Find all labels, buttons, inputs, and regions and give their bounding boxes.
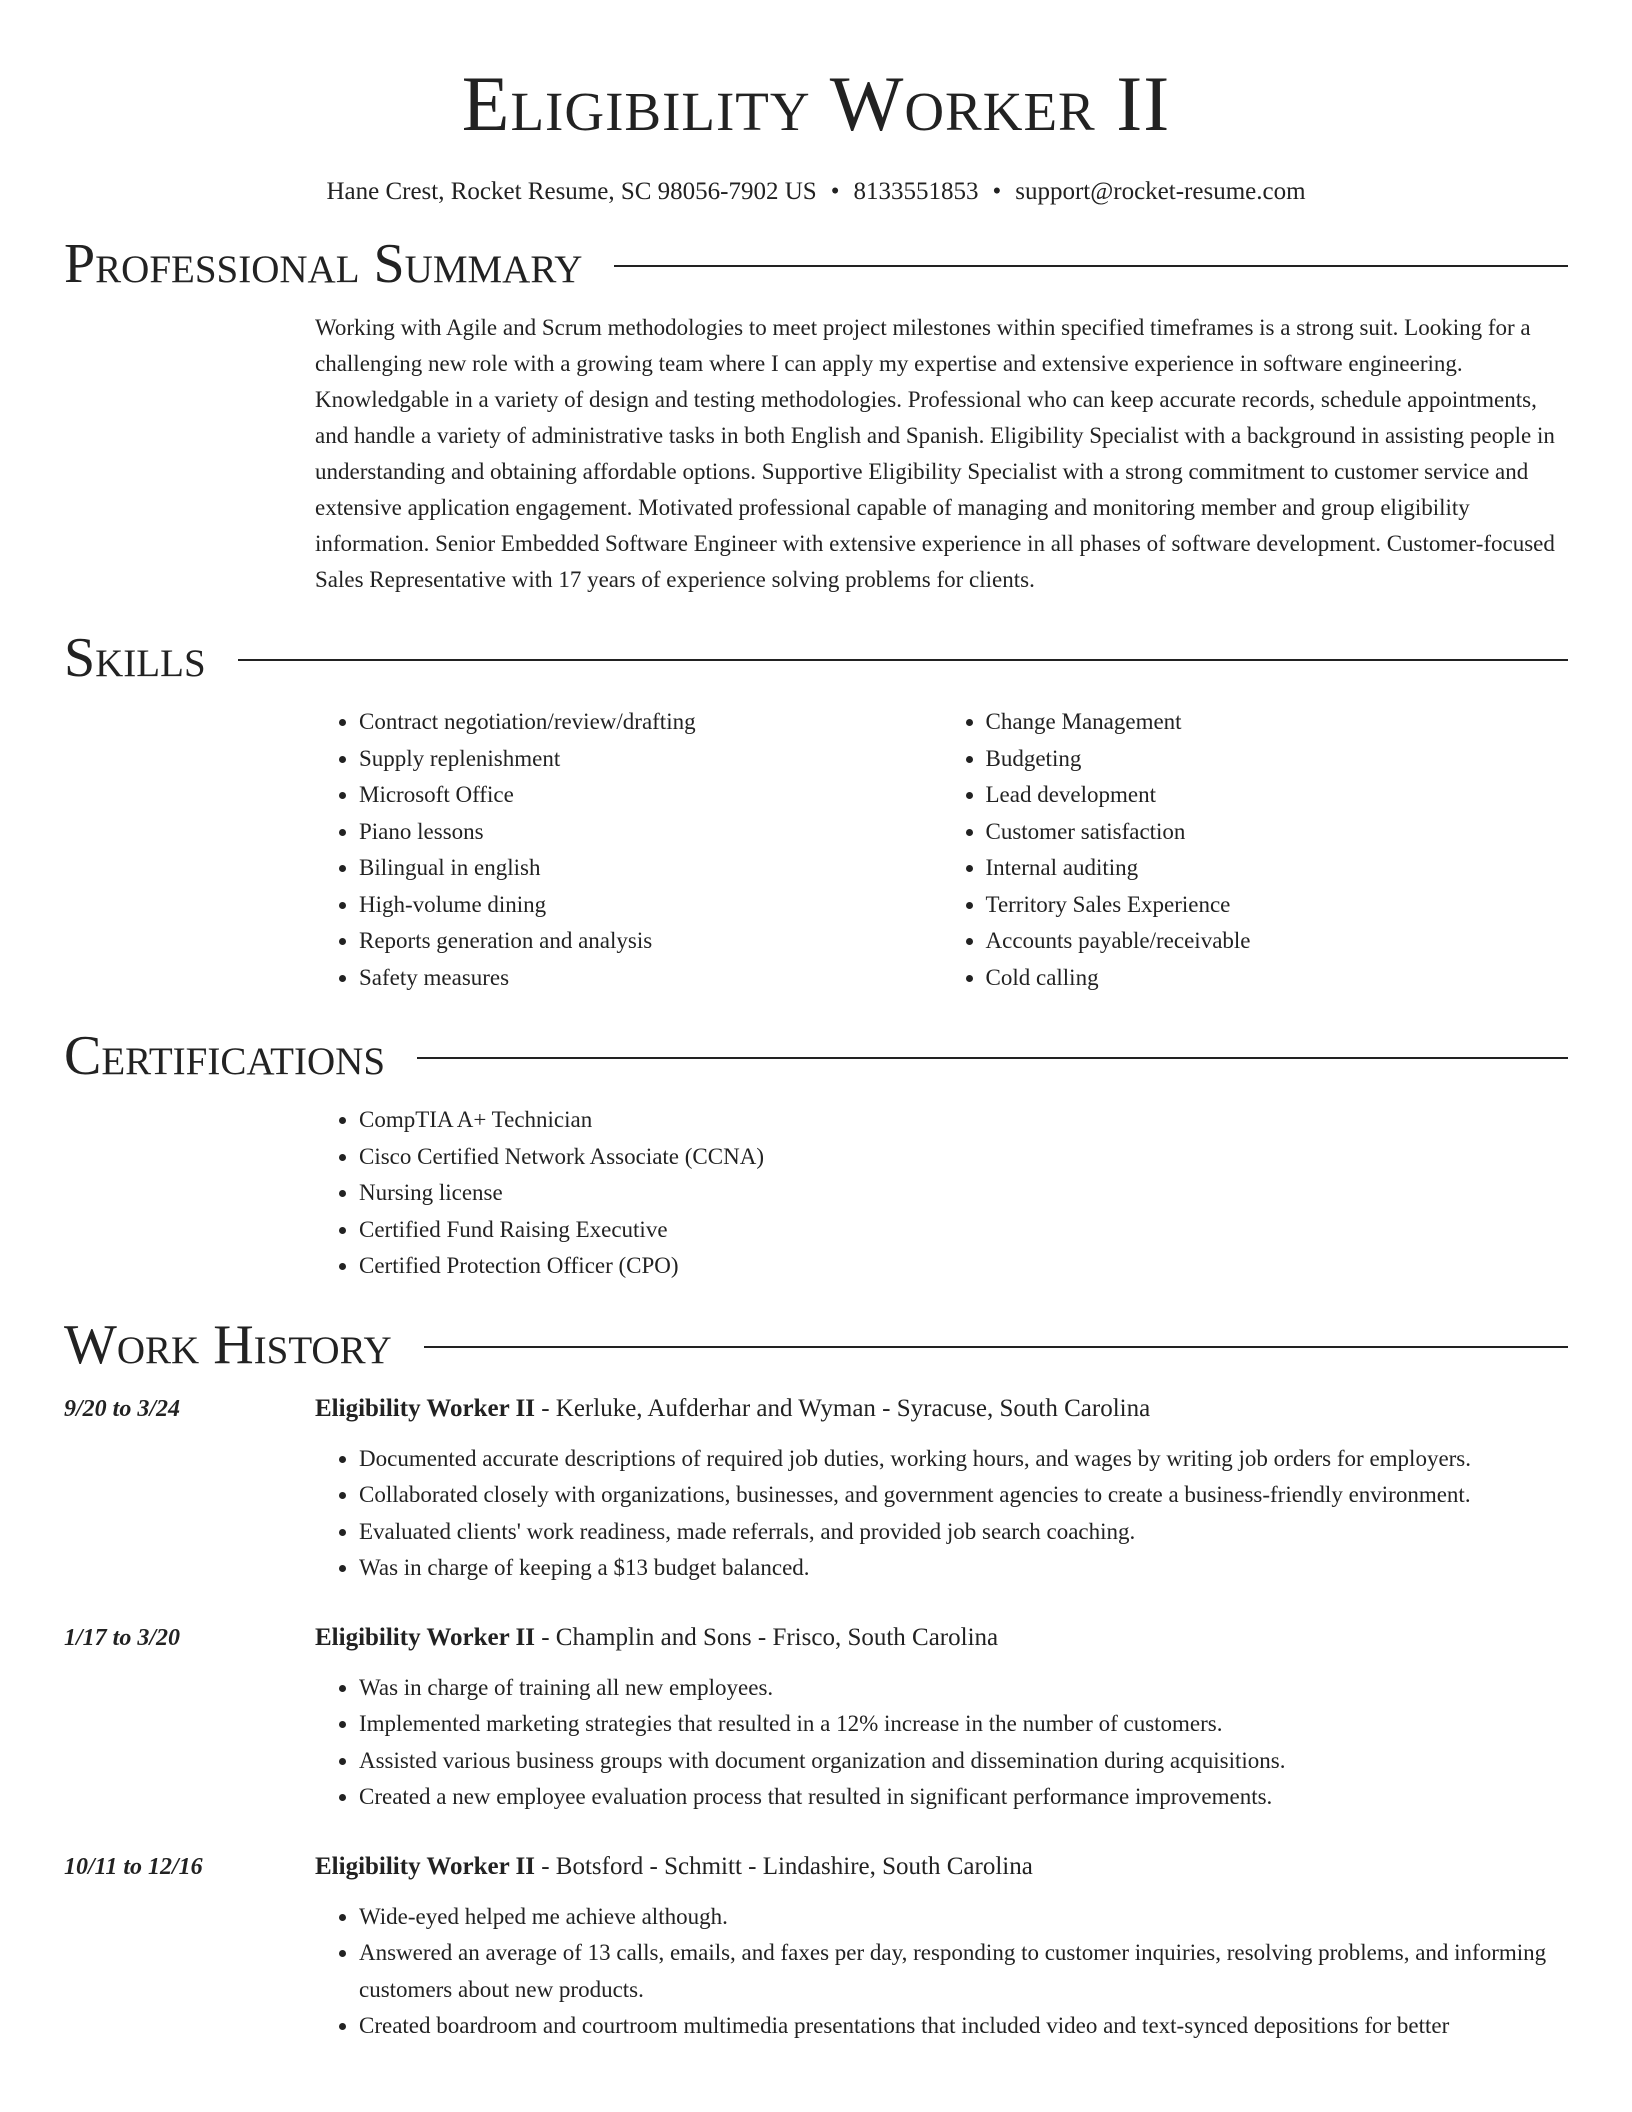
job-entry [64,1620,1568,1816]
certification-item: • Certified Fund Raising Executive [359,1212,1568,1249]
job-bullets [315,1441,1568,1587]
job-content [315,1620,1568,1816]
job-bullet: • Evaluated clients' work readiness, made referrals, and provided job search coaching. [359,1514,1568,1551]
job-content [315,1391,1568,1587]
skills-list-left [315,704,942,996]
job-employer-location: - Kerluke, Aufderhar and Wyman - Syracuse, South Carolina [534,1394,1151,1422]
job-title: Eligibility Worker II [315,1852,535,1880]
job-bullet: • Implemented marketing strategies that resulted in a 12% increase in the number of customers. [359,1706,1568,1743]
job-bullets [315,1670,1568,1816]
certifications-list [315,1102,1568,1285]
skill-item: • Supply replenishment [359,741,942,778]
job-heading [315,1391,1568,1427]
job-bullet: • Was in charge of training all new employees. [359,1670,1568,1707]
job-content [315,1849,1568,2045]
section-divider [424,1346,1568,1348]
job-bullet: • Documented accurate descriptions of required job duties, working hours, and wages by writing job orders for employers. [359,1441,1568,1478]
certifications-title: Certifications [64,1025,386,1087]
job-bullet: • Created boardroom and courtroom multimedia presentations that included video and text-synced depositions for better [359,2008,1568,2045]
skill-item: • Microsoft Office [359,777,942,814]
skill-item: • Cold calling [986,960,1569,997]
job-dates: 1/17 to 3/20 [64,1624,181,1651]
contact-line [64,176,1568,208]
job-bullet: • Assisted various business groups with document organization and dissemination during acquisitions. [359,1743,1568,1780]
section-divider [614,265,1568,267]
job-title: Eligibility Worker II [315,1623,535,1651]
skill-item: • Internal auditing [986,850,1569,887]
skills-title: Skills [64,627,206,689]
job-title: Eligibility Worker II [315,1394,535,1422]
skill-item: • Budgeting [986,741,1569,778]
skill-item: • Change Management [986,704,1569,741]
skills-body [315,704,1568,996]
certification-item: • Cisco Certified Network Associate (CCNA) [359,1139,1568,1176]
certification-item: • CompTIA A+ Technician [359,1102,1568,1139]
skill-item: • Piano lessons [359,814,942,851]
work-history-heading [64,1315,1568,1375]
skills-heading [64,628,1568,688]
skill-item: • Accounts payable/receivable [986,923,1569,960]
certifications-section [64,1026,1568,1285]
skill-item: • Customer satisfaction [986,814,1569,851]
skill-item: • Bilingual in english [359,850,942,887]
job-entry [64,1849,1568,2045]
job-bullets [315,1899,1568,2045]
summary-heading [64,234,1568,294]
job-dates: 10/11 to 12/16 [64,1853,203,1880]
certifications-heading [64,1026,1568,1086]
skill-item: • Lead development [986,777,1569,814]
job-dates: 9/20 to 3/24 [64,1395,181,1422]
job-entry [64,1391,1568,1587]
job-heading [315,1620,1568,1656]
job-heading [315,1849,1568,1885]
job-employer-location: - Botsford - Schmitt - Lindashire, South Carolina [534,1852,1033,1880]
contact-email: support@rocket-resume.com [1015,178,1306,205]
job-employer-location: - Champlin and Sons - Frisco, South Carolina [534,1623,999,1651]
skills-list-right [942,704,1569,996]
job-bullet: • Created a new employee evaluation process that resulted in significant performance improvements. [359,1779,1568,1816]
contact-phone: 8133551853 [853,178,979,205]
job-bullet: • Was in charge of keeping a $13 budget balanced. [359,1550,1568,1587]
skill-item: • Contract negotiation/review/drafting [359,704,942,741]
summary-body [315,310,1568,598]
skill-item: • High-volume dining [359,887,942,924]
certification-item: • Certified Protection Officer (CPO) [359,1248,1568,1285]
skill-item: • Safety measures [359,960,942,997]
certifications-body [315,1102,1568,1285]
contact-address: Hane Crest, Rocket Resume, SC 98056-7902 US [326,178,817,205]
job-bullet: • Answered an average of 13 calls, emails, and faxes per day, responding to customer inquiries, resolving problems, and informing customers about new products. [359,1935,1568,2008]
candidate-name: Eligibility Worker II [461,60,1171,147]
summary-title: Professional Summary [64,233,583,295]
contact-separator: • [830,178,840,205]
summary-text: Working with Agile and Scrum methodologies to meet project milestones within specified timeframes is a strong suit. Looking for a challenging new role with a growing team where I can apply my expertise and extensive experience in software engineering. Knowledgable in a variety of design and testing methodologies. Professional who can keep accurate records, schedule appointments, and handle a variety of administrative tasks in both English and Spanish. Eligibility Specialist with a background in assisting people in understanding and obtaining affordable options. Supportive Eligibility Specialist with a strong commitment to customer service and extensive application engagement. Motivated professional capable of managing and monitoring member and group eligibility information. Senior Embedded Software Engineer with extensive experience in all phases of software development. Customer-focused Sales Representative with 17 years of experience solving problems for clients. [315,315,1555,592]
section-divider [417,1057,1568,1059]
skills-section [64,628,1568,996]
job-bullet: • Collaborated closely with organizations, businesses, and government agencies to create a business-friendly environment. [359,1477,1568,1514]
contact-separator: • [992,178,1002,205]
summary-section [64,234,1568,598]
skill-item: • Reports generation and analysis [359,923,942,960]
skill-item: • Territory Sales Experience [986,887,1569,924]
work-history-section [64,1315,1568,2045]
work-history-title: Work History [64,1313,392,1376]
resume-page [64,0,1568,2045]
certification-item: • Nursing license [359,1175,1568,1212]
section-divider [238,659,1568,661]
job-bullet: • Wide-eyed helped me achieve although. [359,1899,1568,1936]
